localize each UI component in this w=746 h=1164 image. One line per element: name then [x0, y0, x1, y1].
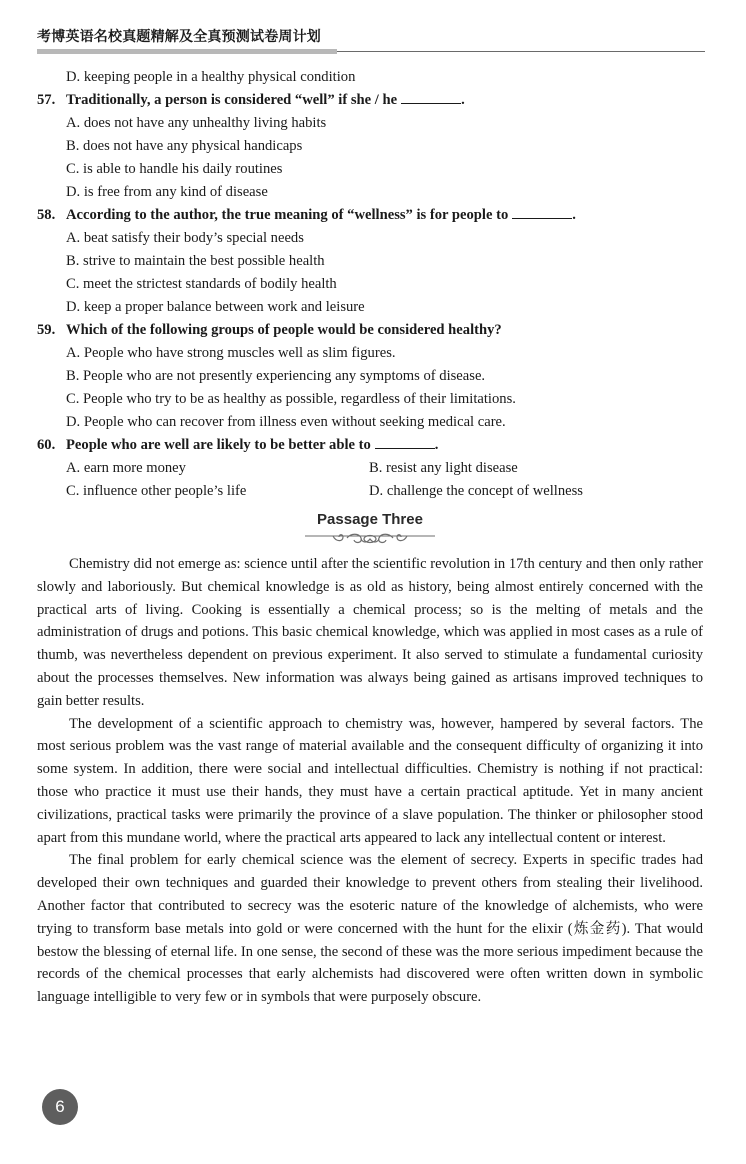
- question-stem: [37, 319, 703, 342]
- option-row: [37, 457, 703, 480]
- option-d: D. challenge the concept of wellness: [369, 483, 583, 499]
- header-accent-bar: [37, 49, 337, 54]
- passage-title: Passage Three: [317, 511, 423, 528]
- option-c: C. is able to handle his daily routines: [66, 161, 283, 177]
- passage-paragraph: Chemistry did not emerge as: science until after the scientific revolution in 17th century and then only rather slowly and laboriously. But chemical knowledge is as old as history, being almost entirely concerned with the practical arts of living. Cooking is essentially a chemical process; so is the melting of metals and the administration of drugs and potions. This basic chemical knowledge, which was applied in most cases as a rule of thumb, was nevertheless dependent on previous experiment. It also served to stimulate a fundamental curiosity about the processes themselves. New information was always being gained as artisans improved techniques to gain better results.: [37, 556, 703, 709]
- option-b: B. does not have any physical handicaps: [66, 138, 303, 154]
- question-58: [37, 204, 703, 319]
- option-d: D. People who can recover from illness even without seeking medical care.: [66, 414, 506, 430]
- question-stem: [37, 204, 703, 227]
- question-59: [37, 319, 703, 434]
- question-end: .: [572, 207, 576, 223]
- option-b: B. strive to maintain the best possible health: [66, 253, 325, 269]
- passage-body: [37, 553, 703, 1009]
- option-c: C. meet the strictest standards of bodily health: [66, 276, 337, 292]
- answer-blank: [375, 435, 435, 449]
- option-c: C. influence other people’s life: [66, 483, 247, 499]
- question-stem: [37, 89, 703, 112]
- option-row: [37, 480, 703, 503]
- page-number-badge: [42, 1089, 78, 1125]
- carryover-option: D. keeping people in a healthy physical condition: [66, 69, 356, 85]
- question-text: Which of the following groups of people would be considered healthy?: [66, 322, 502, 338]
- passage-paragraph: The final problem for early chemical science was the element of secrecy. Experts in specific trades had developed their own techniques and guarded their knowledge to prevent others from stealing their livelihood. Another factor that contributed to secrecy was the esoteric nature of the knowledge of alchemists, who were trying to transform base metals into gold or were concerned with the hunt for the elixir (炼金药). That would bestow the blessing of eternal life. In one sense, the second of these was the more serious impediment because the records of the chemical processes that early alchemists had discovered were often written down in symbolic language intelligible to very few or in symbols that were purposely obscure.: [37, 852, 703, 1006]
- answer-blank: [512, 205, 572, 219]
- book-title: 考博英语名校真题精解及全真预测试卷周计划: [37, 29, 321, 45]
- option-b: B. resist any light disease: [369, 460, 518, 476]
- question-number: 57.: [37, 92, 56, 108]
- question-end: .: [434, 437, 439, 453]
- answer-blank: [401, 90, 461, 104]
- question-end: .: [461, 92, 465, 108]
- option-c: C. People who try to be as healthy as possible, regardless of their limitations.: [66, 391, 516, 407]
- passage-paragraph: The development of a scientific approach to chemistry was, however, hampered by several factors. The most serious problem was the vast range of material available and the consequent difficulty of organizing it into some system. In addition, there were social and intellectual difficulties. Chemistry is nothing if not practical: those who practice it must use their hands, they must have a certain practical aptitude. Yet in many ancient civilizations, practical tasks were primarily the province of a slave population. The thinker or philosopher stood apart from this mundane world, where the practical arts appeared to lack any intellectual content or interest.: [37, 715, 703, 846]
- question-text: Traditionally, a person is considered “well” if she / he: [66, 92, 398, 108]
- question-stem: [37, 434, 703, 457]
- running-header: [37, 28, 705, 54]
- option-d: D. is free from any kind of disease: [66, 184, 268, 200]
- page-content: [37, 66, 703, 1009]
- ornament-divider-icon: [305, 531, 435, 545]
- page-number: 6: [55, 1097, 65, 1116]
- question-number: 58.: [37, 207, 56, 223]
- question-text: People who are well are likely to be better able to: [66, 437, 371, 453]
- option-a: A. earn more money: [66, 460, 186, 476]
- question-number: 60.: [37, 437, 56, 453]
- option-d: D. keep a proper balance between work and leisure: [66, 299, 365, 315]
- passage-heading: [37, 511, 703, 551]
- option-a: A. People who have strong muscles well as slim figures.: [66, 345, 396, 361]
- question-60: [37, 434, 703, 503]
- option-a: A. does not have any unhealthy living habits: [66, 115, 327, 131]
- question-text: According to the author, the true meaning of “wellness” is for people to: [66, 207, 509, 223]
- question-number: 59.: [37, 322, 56, 338]
- question-57: [37, 89, 703, 204]
- option-a: A. beat satisfy their body’s special needs: [66, 230, 304, 246]
- option-b: B. People who are not presently experiencing any symptoms of disease.: [66, 368, 486, 384]
